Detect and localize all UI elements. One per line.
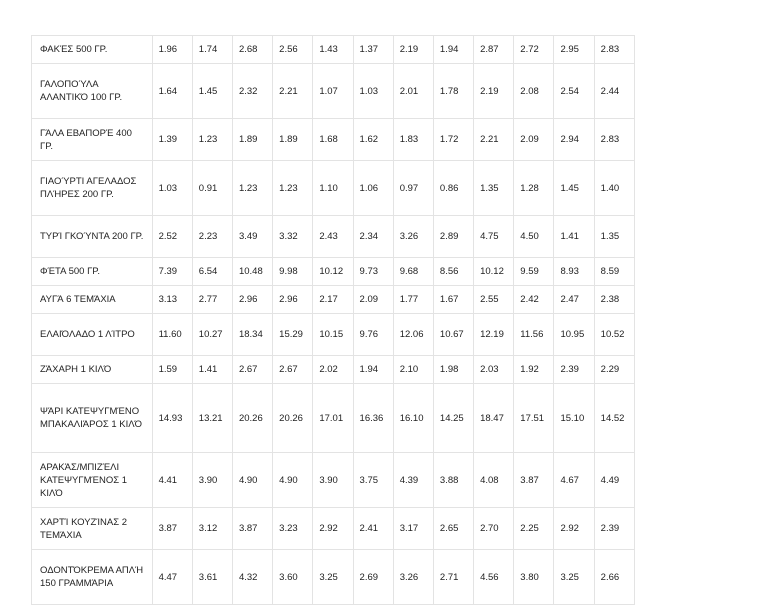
price-cell: 3.75 xyxy=(353,453,393,508)
price-cell: 1.23 xyxy=(192,119,232,161)
price-cell: 3.90 xyxy=(192,453,232,508)
price-cell: 2.19 xyxy=(474,64,514,119)
table-row xyxy=(32,508,635,550)
price-cell: 14.93 xyxy=(152,384,192,453)
price-cell: 10.52 xyxy=(594,314,634,356)
price-cell: 2.09 xyxy=(514,119,554,161)
price-cell: 2.56 xyxy=(273,36,313,64)
price-cell: 17.01 xyxy=(313,384,353,453)
price-cell: 7.39 xyxy=(152,258,192,286)
price-cell: 10.67 xyxy=(433,314,473,356)
table-row xyxy=(32,36,635,64)
price-cell: 2.23 xyxy=(192,216,232,258)
price-cell: 9.59 xyxy=(514,258,554,286)
price-cell: 3.61 xyxy=(192,550,232,605)
price-cell: 3.26 xyxy=(393,216,433,258)
price-table xyxy=(31,35,635,605)
product-name-cell: ΤΥΡΊ ΓΚΟΎΝΤΑ 200 ΓΡ. xyxy=(32,216,153,258)
price-cell: 4.32 xyxy=(232,550,272,605)
price-cell: 1.06 xyxy=(353,161,393,216)
price-cell: 18.34 xyxy=(232,314,272,356)
price-cell: 3.60 xyxy=(273,550,313,605)
price-cell: 2.19 xyxy=(393,36,433,64)
price-cell: 14.25 xyxy=(433,384,473,453)
price-cell: 10.12 xyxy=(474,258,514,286)
price-cell: 1.40 xyxy=(594,161,634,216)
price-cell: 2.94 xyxy=(554,119,594,161)
product-name-cell: ΓΆΛΑ ΕΒΑΠΟΡΈ 400 ΓΡ. xyxy=(32,119,153,161)
price-cell: 2.83 xyxy=(594,119,634,161)
price-cell: 3.25 xyxy=(313,550,353,605)
table-row xyxy=(32,356,635,384)
price-cell: 3.49 xyxy=(232,216,272,258)
price-cell: 2.67 xyxy=(232,356,272,384)
price-cell: 10.48 xyxy=(232,258,272,286)
price-cell: 1.39 xyxy=(152,119,192,161)
price-cell: 8.59 xyxy=(594,258,634,286)
price-cell: 2.67 xyxy=(273,356,313,384)
price-cell: 4.47 xyxy=(152,550,192,605)
price-cell: 2.08 xyxy=(514,64,554,119)
table-row xyxy=(32,384,635,453)
price-cell: 2.70 xyxy=(474,508,514,550)
price-cell: 4.90 xyxy=(273,453,313,508)
price-cell: 1.28 xyxy=(514,161,554,216)
price-cell: 3.25 xyxy=(554,550,594,605)
price-cell: 3.80 xyxy=(514,550,554,605)
price-cell: 1.89 xyxy=(232,119,272,161)
price-cell: 0.86 xyxy=(433,161,473,216)
price-cell: 9.76 xyxy=(353,314,393,356)
table-row xyxy=(32,550,635,605)
price-cell: 1.35 xyxy=(594,216,634,258)
price-cell: 3.26 xyxy=(393,550,433,605)
price-cell: 10.12 xyxy=(313,258,353,286)
price-cell: 1.64 xyxy=(152,64,192,119)
price-cell: 4.67 xyxy=(554,453,594,508)
price-cell: 0.97 xyxy=(393,161,433,216)
price-cell: 2.66 xyxy=(594,550,634,605)
price-cell: 2.25 xyxy=(514,508,554,550)
price-cell: 2.69 xyxy=(353,550,393,605)
price-cell: 1.98 xyxy=(433,356,473,384)
price-cell: 6.54 xyxy=(192,258,232,286)
price-cell: 2.83 xyxy=(594,36,634,64)
price-cell: 1.45 xyxy=(192,64,232,119)
price-cell: 2.21 xyxy=(273,64,313,119)
price-cell: 1.43 xyxy=(313,36,353,64)
price-cell: 2.34 xyxy=(353,216,393,258)
price-cell: 1.41 xyxy=(554,216,594,258)
price-cell: 20.26 xyxy=(232,384,272,453)
price-cell: 1.83 xyxy=(393,119,433,161)
price-cell: 1.03 xyxy=(152,161,192,216)
product-name-cell: ΟΔΟΝΤΌΚΡΕΜΑ ΑΠΛΉ 150 ΓΡΑΜΜΆΡΙΑ xyxy=(32,550,153,605)
price-cell: 4.50 xyxy=(514,216,554,258)
product-name-cell: ΦΈΤΑ 500 ΓΡ. xyxy=(32,258,153,286)
price-cell: 0.91 xyxy=(192,161,232,216)
price-cell: 16.10 xyxy=(393,384,433,453)
price-cell: 2.92 xyxy=(313,508,353,550)
product-name-cell: ΑΡΑΚΆΣ/ΜΠΙΖΈΛΙ ΚΑΤΕΨΥΓΜΈΝΟΣ 1 ΚΙΛΌ xyxy=(32,453,153,508)
price-cell: 8.93 xyxy=(554,258,594,286)
price-cell: 3.88 xyxy=(433,453,473,508)
price-cell: 2.68 xyxy=(232,36,272,64)
price-cell: 2.52 xyxy=(152,216,192,258)
product-name-cell: ΧΑΡΤΊ ΚΟΥΖΊΝΑΣ 2 ΤΕΜΆΧΙΑ xyxy=(32,508,153,550)
price-cell: 1.94 xyxy=(433,36,473,64)
price-cell: 1.72 xyxy=(433,119,473,161)
price-cell: 20.26 xyxy=(273,384,313,453)
price-cell: 1.67 xyxy=(433,286,473,314)
price-cell: 3.32 xyxy=(273,216,313,258)
price-cell: 2.44 xyxy=(594,64,634,119)
price-cell: 2.43 xyxy=(313,216,353,258)
price-cell: 2.42 xyxy=(514,286,554,314)
price-cell: 12.19 xyxy=(474,314,514,356)
price-cell: 2.21 xyxy=(474,119,514,161)
price-cell: 2.32 xyxy=(232,64,272,119)
table-row xyxy=(32,258,635,286)
price-cell: 2.71 xyxy=(433,550,473,605)
price-cell: 3.87 xyxy=(232,508,272,550)
price-cell: 3.87 xyxy=(152,508,192,550)
price-cell: 15.29 xyxy=(273,314,313,356)
price-cell: 1.07 xyxy=(313,64,353,119)
price-cell: 1.74 xyxy=(192,36,232,64)
price-cell: 10.95 xyxy=(554,314,594,356)
table-row xyxy=(32,314,635,356)
price-cell: 4.08 xyxy=(474,453,514,508)
price-cell: 2.38 xyxy=(594,286,634,314)
price-cell: 1.23 xyxy=(232,161,272,216)
price-cell: 2.29 xyxy=(594,356,634,384)
price-cell: 1.37 xyxy=(353,36,393,64)
price-cell: 2.77 xyxy=(192,286,232,314)
price-cell: 17.51 xyxy=(514,384,554,453)
price-cell: 14.52 xyxy=(594,384,634,453)
price-cell: 1.23 xyxy=(273,161,313,216)
price-cell: 9.73 xyxy=(353,258,393,286)
price-cell: 2.87 xyxy=(474,36,514,64)
price-cell: 3.87 xyxy=(514,453,554,508)
table-row xyxy=(32,119,635,161)
table-row xyxy=(32,64,635,119)
price-cell: 3.12 xyxy=(192,508,232,550)
product-name-cell: ΓΑΛΟΠΟΎΛΑ ΑΛΑΝΤΙΚΌ 100 ΓΡ. xyxy=(32,64,153,119)
price-cell: 1.77 xyxy=(393,286,433,314)
price-cell: 1.96 xyxy=(152,36,192,64)
price-cell: 2.55 xyxy=(474,286,514,314)
price-cell: 12.06 xyxy=(393,314,433,356)
price-cell: 2.65 xyxy=(433,508,473,550)
price-cell: 10.15 xyxy=(313,314,353,356)
price-cell: 1.03 xyxy=(353,64,393,119)
price-cell: 4.39 xyxy=(393,453,433,508)
price-cell: 1.94 xyxy=(353,356,393,384)
price-cell: 2.54 xyxy=(554,64,594,119)
price-table-body xyxy=(32,36,635,605)
price-cell: 15.10 xyxy=(554,384,594,453)
table-row xyxy=(32,286,635,314)
price-cell: 2.39 xyxy=(554,356,594,384)
price-cell: 9.98 xyxy=(273,258,313,286)
price-cell: 4.75 xyxy=(474,216,514,258)
price-cell: 13.21 xyxy=(192,384,232,453)
price-cell: 2.02 xyxy=(313,356,353,384)
product-name-cell: ΓΙΑΟΎΡΤΙ ΑΓΕΛΑΔΟΣ ΠΛΉΡΕΣ 200 ΓΡ. xyxy=(32,161,153,216)
product-name-cell: ΖΆΧΑΡΗ 1 ΚΙΛΌ xyxy=(32,356,153,384)
product-name-cell: ΕΛΑΙΌΛΑΔΟ 1 ΛΊΤΡΟ xyxy=(32,314,153,356)
table-row xyxy=(32,216,635,258)
price-cell: 3.90 xyxy=(313,453,353,508)
price-cell: 1.78 xyxy=(433,64,473,119)
price-cell: 18.47 xyxy=(474,384,514,453)
price-cell: 2.72 xyxy=(514,36,554,64)
price-cell: 4.49 xyxy=(594,453,634,508)
product-name-cell: ΦΑΚΈΣ 500 ΓΡ. xyxy=(32,36,153,64)
price-cell: 11.60 xyxy=(152,314,192,356)
price-cell: 2.41 xyxy=(353,508,393,550)
price-cell: 11.56 xyxy=(514,314,554,356)
price-cell: 10.27 xyxy=(192,314,232,356)
price-cell: 1.59 xyxy=(152,356,192,384)
table-row xyxy=(32,161,635,216)
price-cell: 9.68 xyxy=(393,258,433,286)
price-cell: 2.39 xyxy=(594,508,634,550)
price-cell: 16.36 xyxy=(353,384,393,453)
price-cell: 2.89 xyxy=(433,216,473,258)
price-cell: 2.17 xyxy=(313,286,353,314)
price-cell: 1.89 xyxy=(273,119,313,161)
price-cell: 4.41 xyxy=(152,453,192,508)
price-cell: 4.90 xyxy=(232,453,272,508)
price-cell: 1.35 xyxy=(474,161,514,216)
table-row xyxy=(32,453,635,508)
price-cell: 1.68 xyxy=(313,119,353,161)
price-cell: 2.92 xyxy=(554,508,594,550)
price-cell: 8.56 xyxy=(433,258,473,286)
price-cell: 2.96 xyxy=(273,286,313,314)
product-name-cell: ΨΆΡΙ ΚΑΤΕΨΥΓΜΈΝΟ ΜΠΑΚΑΛΙΆΡΟΣ 1 ΚΙΛΌ xyxy=(32,384,153,453)
price-cell: 2.95 xyxy=(554,36,594,64)
price-cell: 3.23 xyxy=(273,508,313,550)
product-name-cell: ΑΥΓΆ 6 ΤΕΜΆΧΙΑ xyxy=(32,286,153,314)
price-cell: 1.45 xyxy=(554,161,594,216)
price-cell: 2.09 xyxy=(353,286,393,314)
price-cell: 1.10 xyxy=(313,161,353,216)
price-cell: 2.01 xyxy=(393,64,433,119)
price-cell: 2.10 xyxy=(393,356,433,384)
price-cell: 1.41 xyxy=(192,356,232,384)
price-cell: 1.92 xyxy=(514,356,554,384)
price-cell: 2.47 xyxy=(554,286,594,314)
price-cell: 2.96 xyxy=(232,286,272,314)
price-cell: 3.13 xyxy=(152,286,192,314)
price-cell: 2.03 xyxy=(474,356,514,384)
price-cell: 4.56 xyxy=(474,550,514,605)
price-cell: 3.17 xyxy=(393,508,433,550)
price-cell: 1.62 xyxy=(353,119,393,161)
